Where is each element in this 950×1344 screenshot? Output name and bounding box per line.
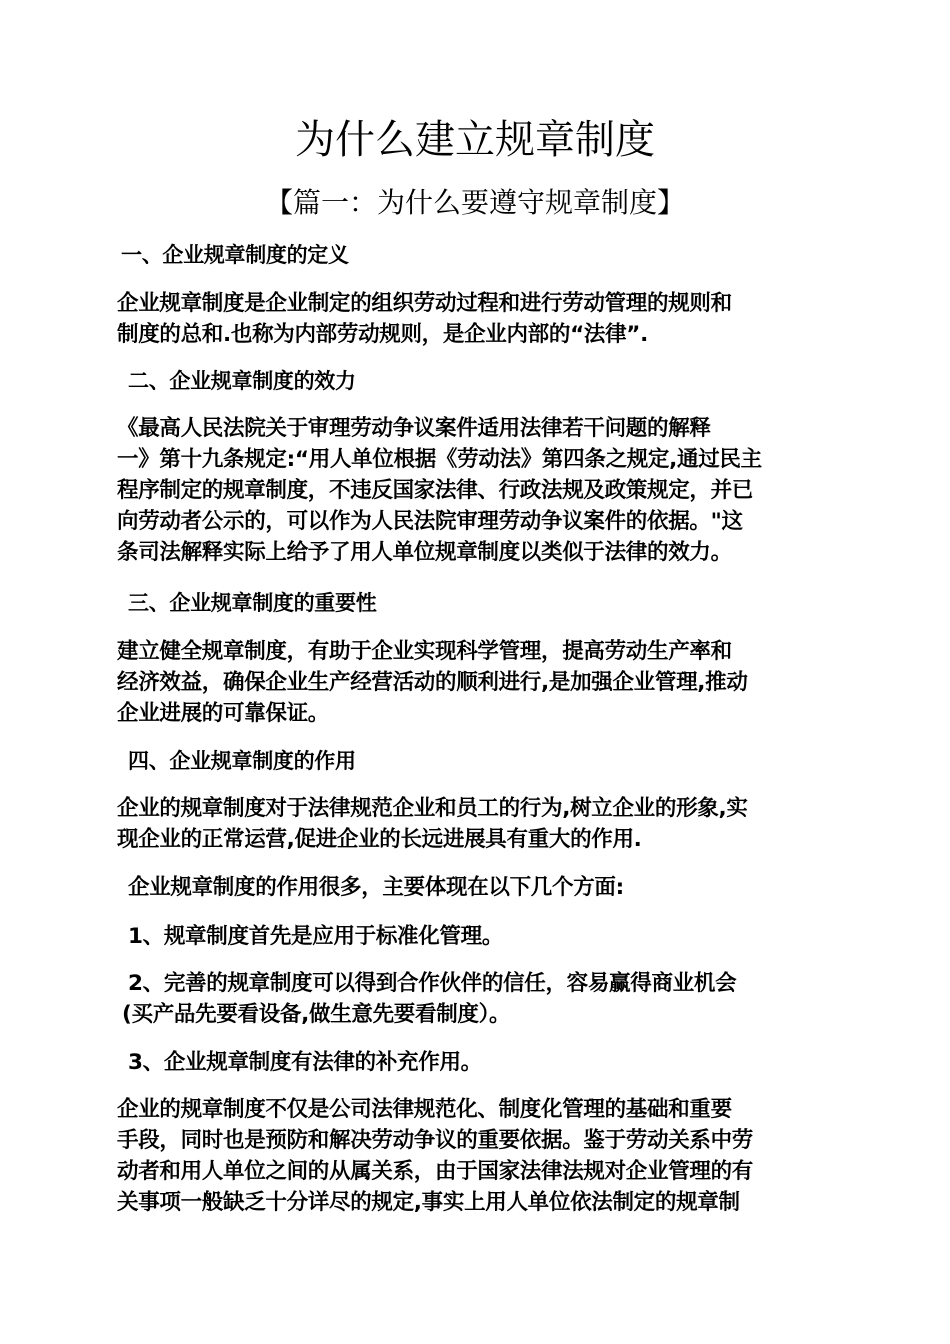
text-line: 企业的规章制度不仅是公司法律规范化、制度化管理的基础和重要	[117, 1097, 732, 1122]
text-line: 一》第十九条规定:“用人单位根据《劳动法》第四条之规定,通过民主	[117, 447, 762, 472]
text-line: 制度的总和.也称为内部劳动规则，是企业内部的“法律”.	[117, 322, 648, 347]
paragraph-definition	[117, 288, 837, 350]
section-heading-function	[128, 746, 848, 777]
text-line: 现企业的正常运营,促进企业的长远进展具有重大的作用.	[117, 827, 642, 852]
section-heading-importance	[128, 588, 848, 619]
list-item	[128, 921, 848, 952]
text-line: 一、企业规章制度的定义	[121, 243, 349, 267]
text-line: 经济效益，确保企业生产经营活动的顺利进行,是加强企业管理,推动	[117, 670, 748, 695]
paragraph-conclusion	[117, 1094, 837, 1218]
document-title: 为什么建立规章制度	[295, 117, 655, 163]
text-line: 1、规章制度首先是应用于标准化管理。	[128, 924, 504, 949]
list-item	[122, 968, 848, 1030]
text-line: 动者和用人单位之间的从属关系，由于国家法律法规对企业管理的有	[117, 1159, 754, 1184]
text-line: 三、企业规章制度的重要性	[128, 591, 377, 615]
text-line: 3、企业规章制度有法律的补充作用。	[128, 1050, 482, 1075]
section-heading-effect	[128, 366, 848, 397]
list-item	[128, 1047, 848, 1078]
text-line: 企业规章制度的作用很多，主要体现在以下几个方面:	[128, 875, 624, 900]
text-line: 建立健全规章制度，有助于企业实现科学管理，提高劳动生产率和	[117, 639, 732, 664]
text-line: 条司法解释实际上给予了用人单位规章制度以类似于法律的效力。	[117, 540, 732, 565]
section-heading-definition	[121, 240, 841, 271]
text-line: 企业进展的可靠保证。	[117, 701, 330, 726]
text-line: 2、完善的规章制度可以得到合作伙伴的信任，容易赢得商业机会	[128, 971, 737, 996]
text-line: 二、企业规章制度的效力	[128, 369, 356, 393]
paragraph-importance	[117, 636, 837, 729]
text-line: 程序制定的规章制度，不违反国家法律、行政法规及政策规定，并已	[117, 478, 754, 503]
text-line: 关事项一般缺乏十分详尽的规定,事实上用人单位依法制定的规章制	[117, 1190, 740, 1215]
paragraph-intro	[128, 872, 848, 903]
paragraph-effect	[117, 413, 837, 568]
text-line: 企业的规章制度对于法律规范企业和员工的行为,树立企业的形象,实	[117, 796, 748, 821]
text-line: 企业规章制度是企业制定的组织劳动过程和进行劳动管理的规则和	[117, 291, 732, 316]
text-line: 手段，同时也是预防和解决劳动争议的重要依据。鉴于劳动关系中劳	[117, 1128, 754, 1153]
text-line: 向劳动者公示的，可以作为人民法院审理劳动争议案件的依据。"这	[117, 509, 743, 534]
text-line: (买产品先要看设备,做生意先要看制度）。	[122, 1002, 511, 1027]
paragraph-function	[117, 793, 837, 855]
text-line: 《最高人民法院关于审理劳动争议案件适用法律若干问题的解释	[117, 416, 711, 441]
document-subtitle: 【篇一：为什么要遵守规章制度】	[264, 186, 685, 219]
text-line: 四、企业规章制度的作用	[128, 749, 356, 773]
